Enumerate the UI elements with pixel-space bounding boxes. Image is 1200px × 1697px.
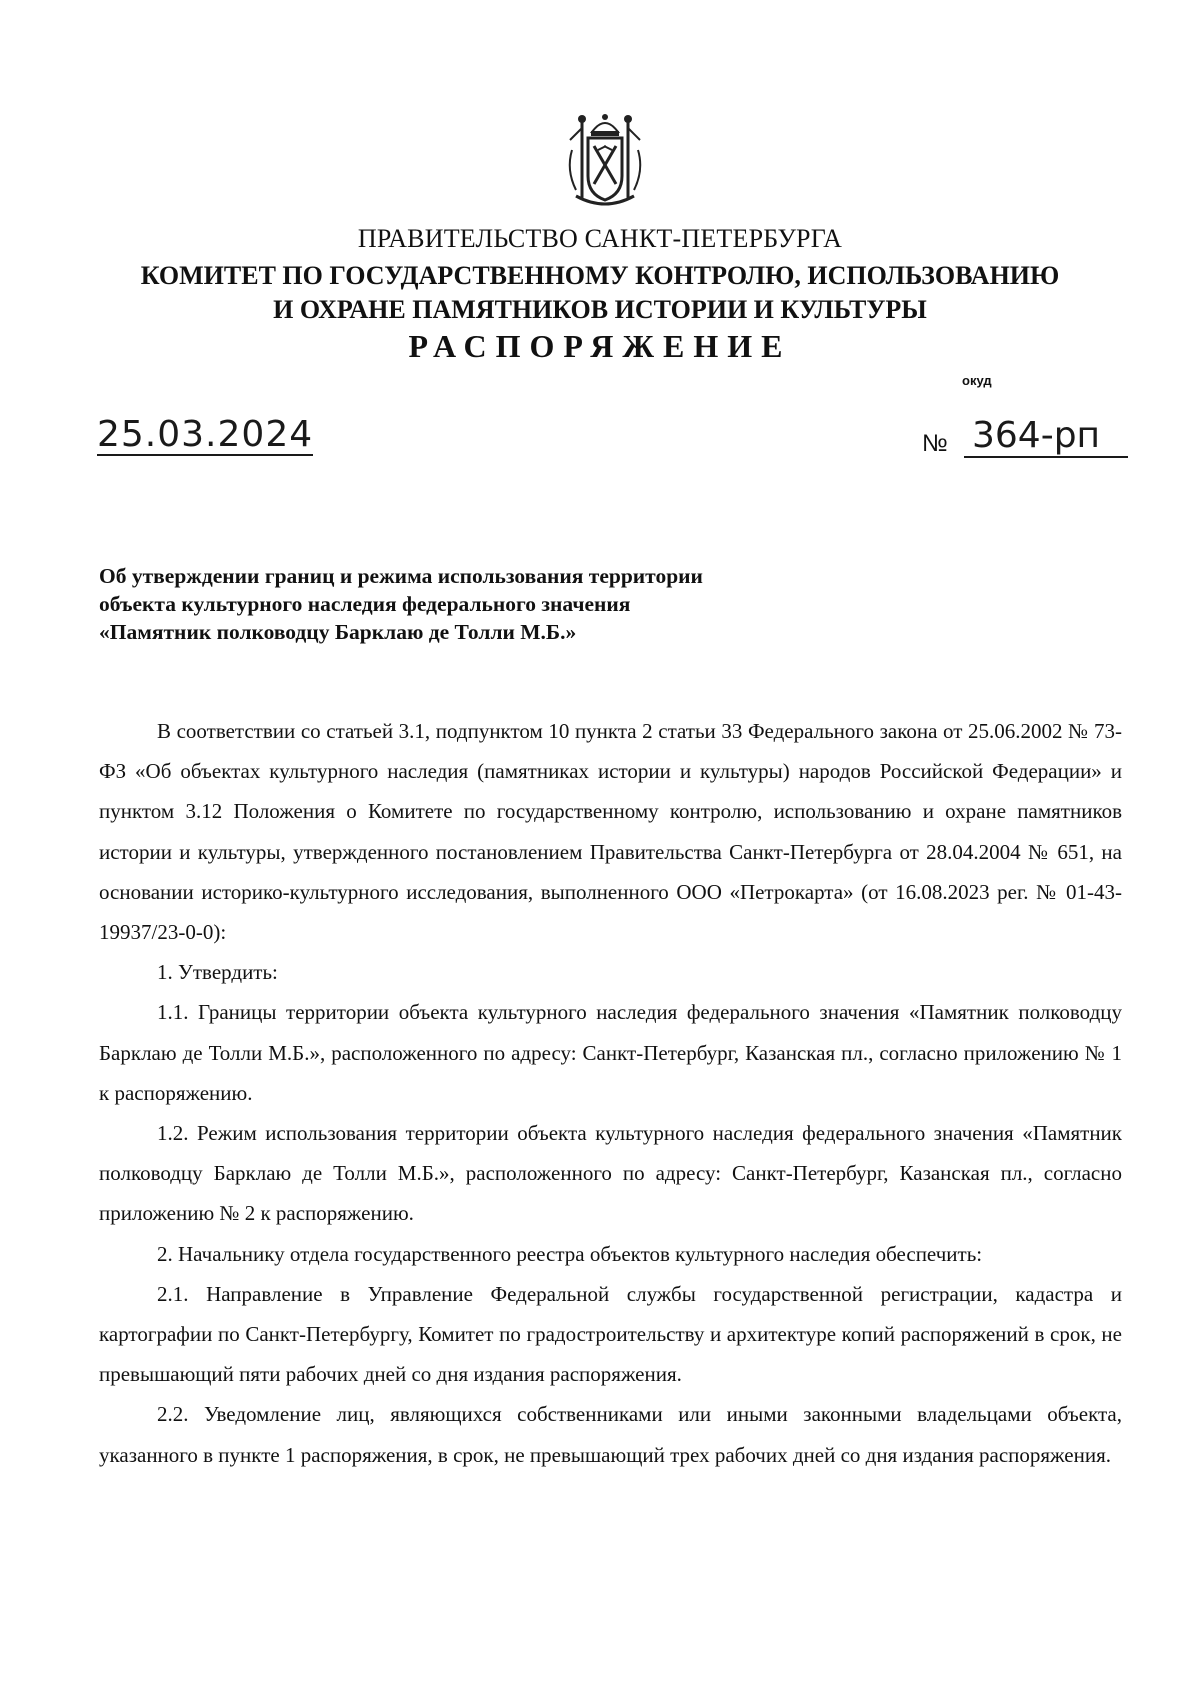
okud-label: окуд (962, 373, 992, 388)
item-2-1: 2.1. Направление в Управление Федеральной службы государственной регистрации, кадастра и картографии по Санкт-Петербургу, Комитет по градостроительству и архитектуре копий распоряжений в срок, не превышающий пяти рабочих дней со дня издания распоряжения. (99, 1281, 1122, 1387)
subject-line-1: Об утверждении границ и режима использования территории (99, 564, 703, 588)
subject-line-2: объекта культурного наследия федерального значения (99, 592, 631, 616)
item-2-2: 2.2. Уведомление лиц, являющихся собственниками или иными законными владельцами объекта, указанного в пункте 1 распоряжения, в срок, не превышающий трех рабочих дней со дня издания распоряжения. (99, 1402, 1122, 1467)
item-1-1: 1.1. Границы территории объекта культурного наследия федерального значения «Памятник полководцу Барклаю де Толли М.Б.», расположенного по адресу: Санкт-Петербург, Казанская пл., согласно приложению № 1 к распоряжению. (99, 1000, 1122, 1105)
item-1: 1. Утвердить: (157, 960, 278, 985)
coat-of-arms-icon (562, 110, 648, 212)
committee-name-line-1: КОМИТЕТ ПО ГОСУДАРСТВЕННОМУ КОНТРОЛЮ, ИСПОЛЬЗОВАНИЮ (140, 261, 1060, 290)
preamble-paragraph: В соответствии со статьей 3.1, подпунктом 10 пункта 2 статьи 33 Федерального закона от 25.06.2002 № 73-ФЗ «Об объектах культурного наследия (памятниках истории и культуры) народов Российской Федерации» и пунктом 3.12 Положения о Комитете по государственному контролю, использованию и охране памятников истории и культуры, утвержденного постановлением Правительства Санкт-Петербурга от 28.04.2004 № 651, на основании историко-культурного исследования, выполненного ООО «Петрокарта» (от 16.08.2023 рег. № 01-43-19937/23-0-0): (99, 719, 1122, 945)
item-1-2: 1.2. Режим использования территории объекта культурного наследия федерального значения «Памятник полководцу Барклаю де Толли М.Б.», расположенного по адресу: Санкт-Петербург, Казанская пл., согласно приложению № 2 к распоряжению. (99, 1121, 1122, 1226)
subject-line-3: «Памятник полководцу Барклаю де Толли М.Б.» (99, 620, 577, 644)
document-subject (99, 562, 859, 646)
item-2: 2. Начальнику отдела государственного реестра объектов культурного наследия обеспечить: (157, 1241, 983, 1266)
committee-name-line-2: И ОХРАНЕ ПАМЯТНИКОВ ИСТОРИИ И КУЛЬТУРЫ (273, 295, 927, 324)
committee-name (0, 259, 1200, 327)
document-type: РАСПОРЯЖЕНИЕ (408, 328, 792, 364)
government-name: ПРАВИТЕЛЬСТВО САНКТ-ПЕТЕРБУРГА (357, 224, 843, 253)
number-value: 364-рп (964, 416, 1128, 458)
document-body (99, 711, 1122, 1475)
number-sign: № (922, 430, 948, 457)
document-date: 25.03.2024 (97, 414, 314, 455)
